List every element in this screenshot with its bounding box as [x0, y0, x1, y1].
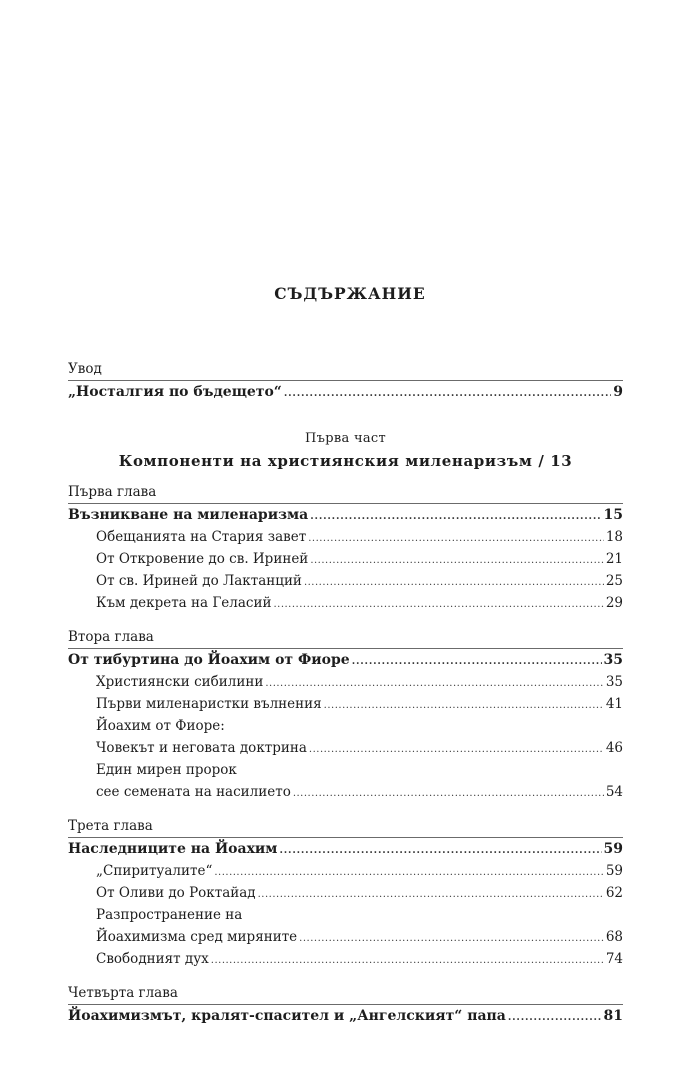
table-of-contents	[68, 358, 623, 1027]
page-number: 35	[605, 674, 623, 690]
entry-title: Свободният дух	[96, 951, 209, 967]
page-number: 18	[605, 529, 623, 545]
dot-leader	[214, 860, 603, 884]
dot-leader	[265, 671, 603, 695]
toc-entry-section[interactable]	[96, 860, 623, 882]
entry-title: Йоахимизмът, кралят-спасител и „Ангелският“ папа	[68, 1008, 506, 1024]
page-number: 59	[605, 863, 623, 879]
entry-title: От тибуртина до Йоахим от Фиоре	[68, 652, 350, 668]
toc-entry-chapter[interactable]	[68, 649, 623, 671]
page-number: 68	[605, 929, 623, 945]
entry-title: Към декрета на Геласий	[96, 595, 272, 611]
part-title: Компоненти на християнския миленаризъм / 13	[118, 452, 573, 470]
entry-title-last-line	[96, 781, 623, 803]
dot-leader	[310, 548, 604, 572]
toc-entry-section[interactable]	[96, 693, 623, 715]
entry-title-last-line	[96, 926, 623, 948]
toc-entry-section[interactable]	[96, 548, 623, 570]
dot-leader	[211, 948, 604, 972]
entry-title-last-line	[96, 737, 623, 759]
dot-leader	[273, 592, 603, 616]
toc-heading: СЪДЪРЖАНИЕ	[274, 284, 426, 303]
dot-leader	[308, 526, 604, 550]
dot-leader	[293, 781, 604, 805]
entry-title: Възникване на миленаризма	[68, 507, 309, 523]
toc-entry-section[interactable]	[96, 948, 623, 970]
chapter-label: Четвърта глава	[68, 985, 178, 1001]
entry-title: сее семената на насилието	[96, 784, 291, 800]
entry-title: От Оливи до Роктайад	[96, 885, 256, 901]
entry-title-line: Разпространение на	[96, 907, 243, 923]
page-number: 9	[613, 384, 623, 400]
chapter-label: Втора глава	[68, 629, 154, 645]
dot-leader	[258, 882, 604, 906]
page-number: 35	[603, 652, 623, 668]
toc-entry-chapter[interactable]	[68, 1005, 623, 1027]
part-label: Първа част	[305, 431, 386, 446]
entry-title: „Спиритуалите“	[96, 863, 213, 879]
page-number: 74	[605, 951, 623, 967]
page-number: 29	[605, 595, 623, 611]
dot-leader	[352, 649, 602, 673]
chapter-label: Първа глава	[68, 484, 157, 500]
entry-title: Йоахимизма сред миряните	[96, 929, 298, 945]
entry-title-line: Йоахим от Фиоре:	[96, 718, 225, 734]
dot-leader	[310, 504, 601, 528]
page-number: 54	[605, 784, 623, 800]
toc-entry-intro[interactable]	[68, 381, 623, 403]
entry-title: Наследниците на Йоахим	[68, 841, 278, 857]
entry-title: Обещанията на Стария завет	[96, 529, 307, 545]
page-number: 41	[605, 696, 623, 712]
dot-leader	[284, 381, 611, 405]
toc-entry-section[interactable]	[96, 882, 623, 904]
toc-entry-section-multiline[interactable]	[96, 759, 623, 803]
toc-entry-chapter[interactable]	[68, 504, 623, 526]
toc-entry-section[interactable]	[96, 592, 623, 614]
intro-label: Увод	[68, 361, 102, 377]
page-number: 81	[603, 1008, 623, 1024]
page-number: 15	[603, 507, 623, 523]
dot-leader	[279, 838, 601, 862]
dot-leader	[309, 737, 604, 761]
entry-title-line: Един мирен пророк	[96, 762, 237, 778]
entry-title: „Носталгия по бъдещето“	[68, 384, 282, 400]
toc-entry-section[interactable]	[96, 526, 623, 548]
dot-leader	[508, 1005, 602, 1029]
entry-title: От Откровение до св. Ириней	[96, 551, 309, 567]
toc-entry-section-multiline[interactable]	[96, 904, 623, 948]
page-number: 25	[605, 573, 623, 589]
chapter-label: Трета глава	[68, 818, 153, 834]
dot-leader	[304, 570, 604, 594]
entry-title: От св. Ириней до Лактанций	[96, 573, 302, 589]
page-number: 46	[605, 740, 623, 756]
toc-entry-section[interactable]	[96, 671, 623, 693]
toc-entry-section[interactable]	[96, 570, 623, 592]
page-number: 59	[603, 841, 623, 857]
page-number: 62	[605, 885, 623, 901]
entry-title: Човекът и неговата доктрина	[96, 740, 307, 756]
toc-entry-chapter[interactable]	[68, 838, 623, 860]
entry-title: Първи миленаристки вълнения	[96, 696, 322, 712]
entry-title: Християнски сибилини	[96, 674, 264, 690]
dot-leader	[299, 926, 604, 950]
dot-leader	[324, 693, 604, 717]
page-number: 21	[605, 551, 623, 567]
toc-entry-section-multiline[interactable]	[96, 715, 623, 759]
